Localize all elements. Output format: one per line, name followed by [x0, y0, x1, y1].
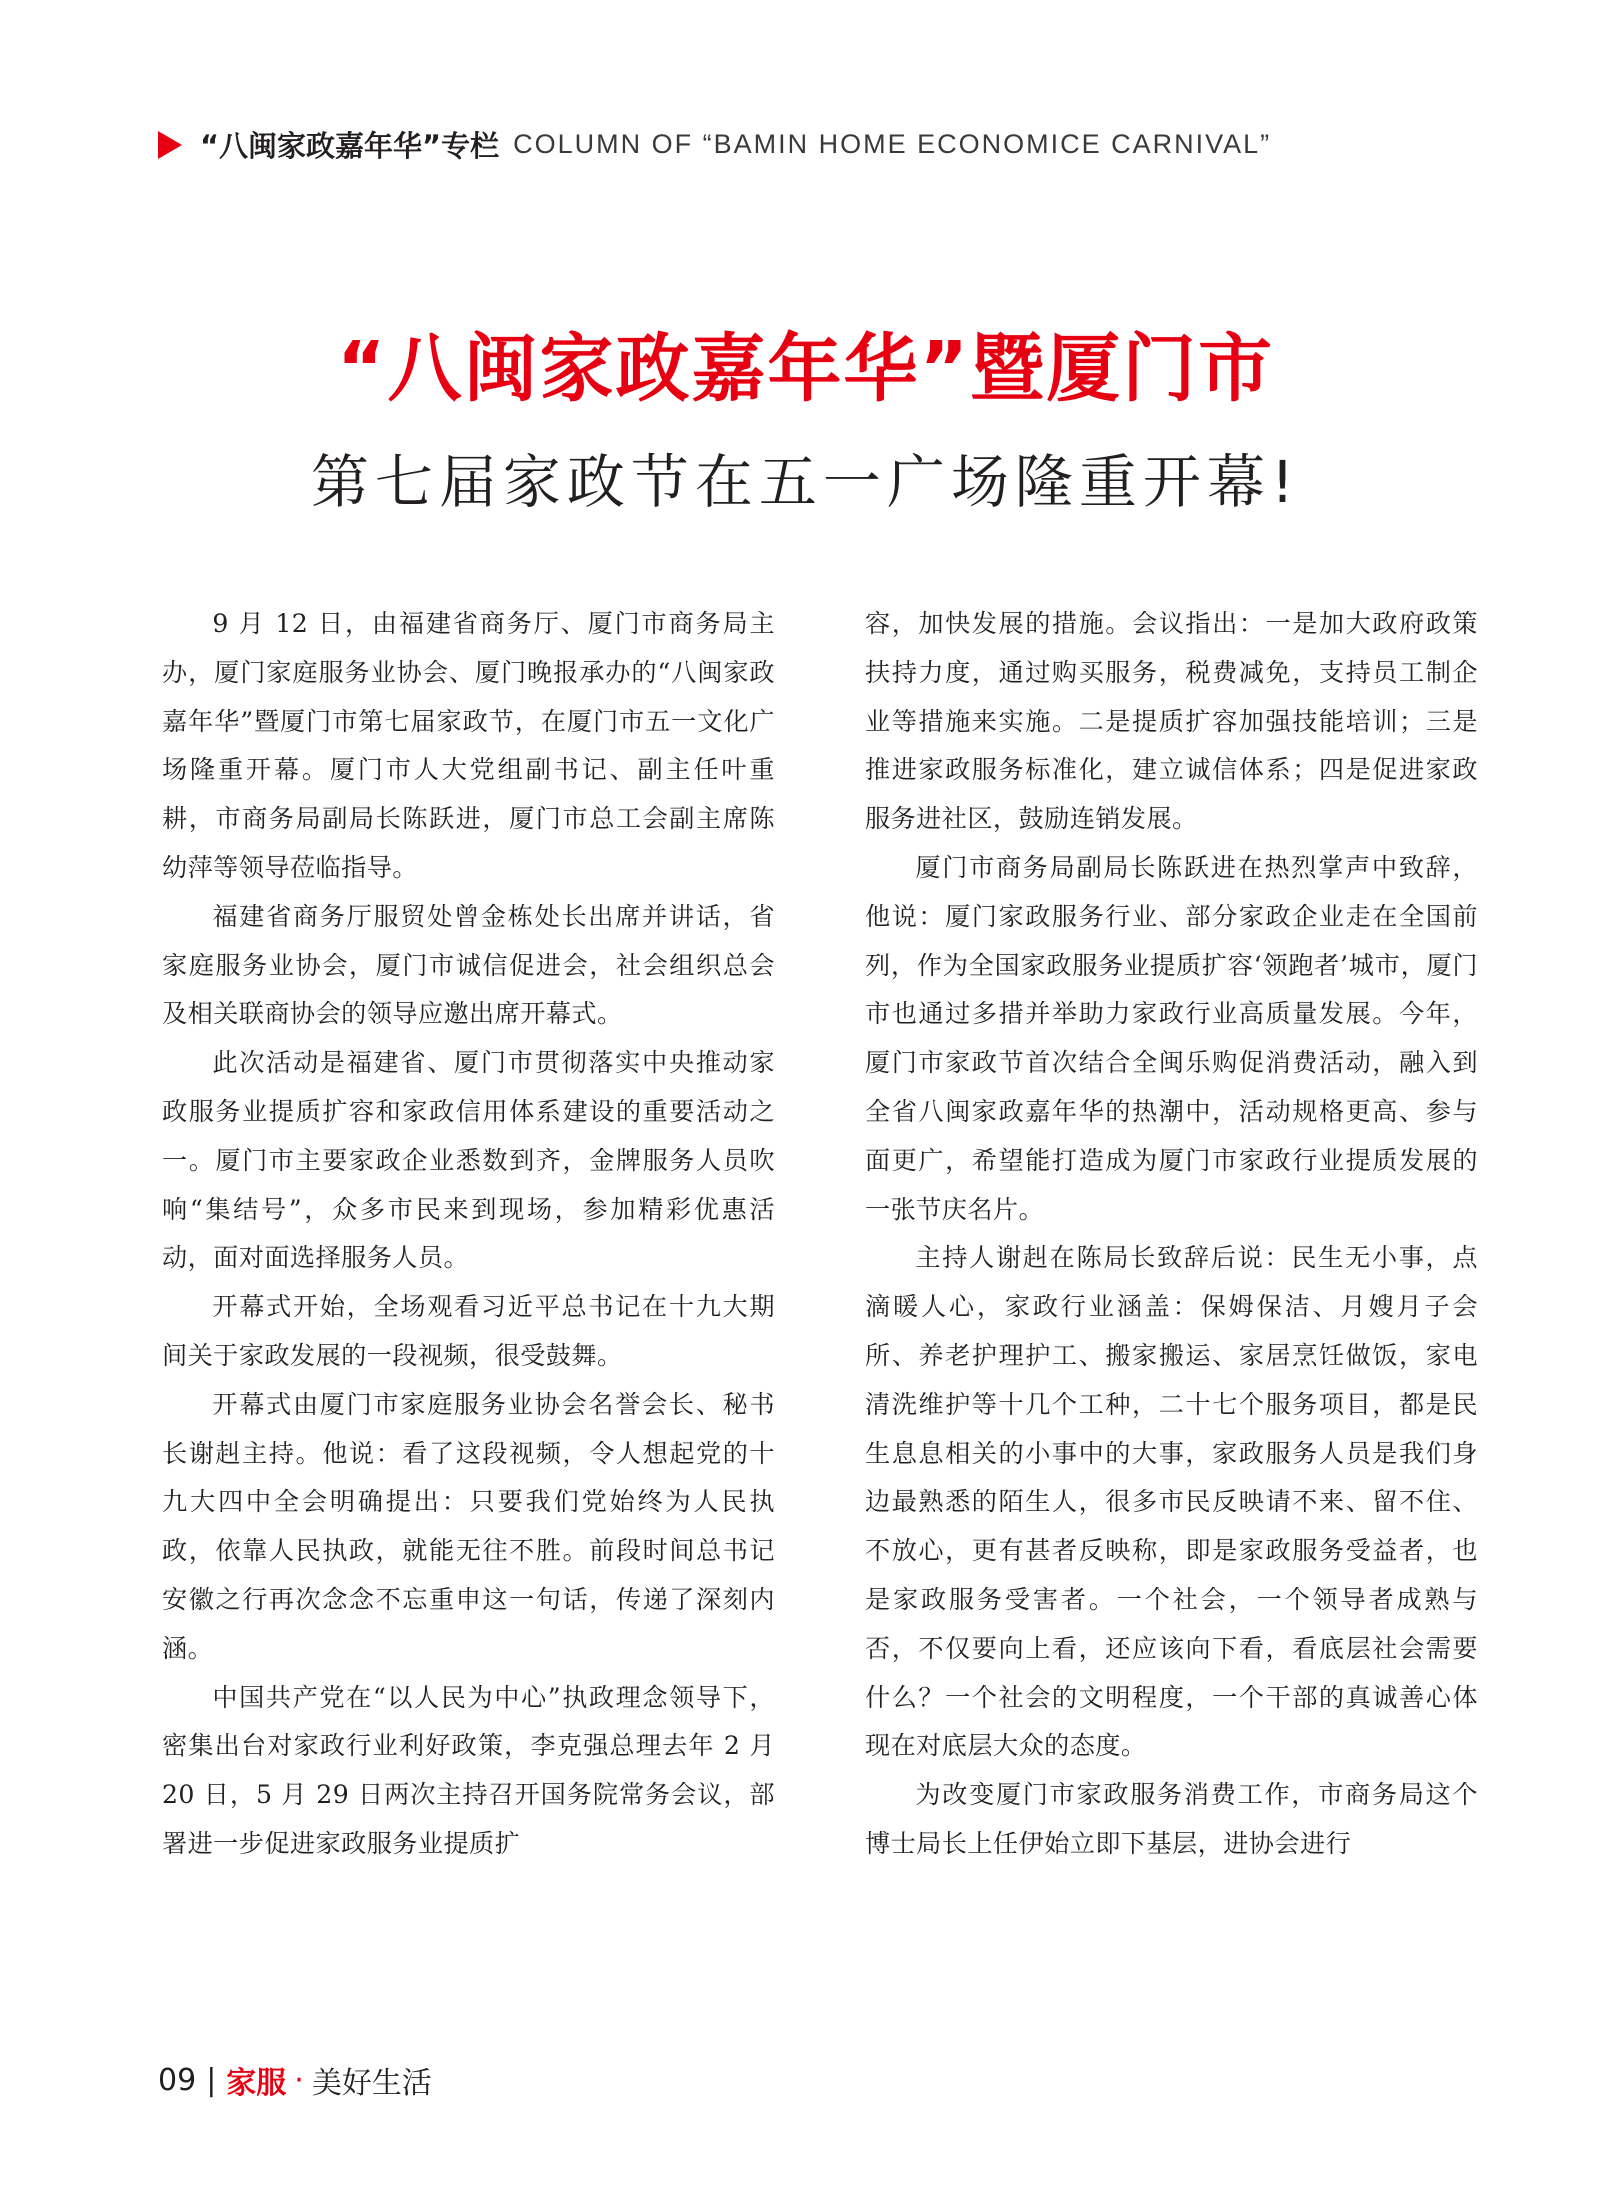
paragraph: 此次活动是福建省、厦门市贯彻落实中央推动家政服务业提质扩容和家政信用体系建设的重要活动之一。厦门市主要家政企业悉数到齐，金牌服务人员吹响“集结号”，众多市民来到现场，参加精彩优惠活动，面对面选择服务人员。: [162, 1048, 775, 1273]
column-title-cn: “八闽家政嘉年华”专栏: [200, 129, 500, 163]
headline-line-2: 第七届家政节在五一广场隆重开幕!: [310, 448, 1301, 516]
paragraph: 厦门市商务局副局长陈跃进在热烈掌声中致辞，他说：厦门家政服务行业、部分家政企业走在全国前列，作为全国家政服务业提质扩容‘领跑者’城市，厦门市也通过多措并举助力家政行业高质量发展。今年，厦门市家政节首次结合全闽乐购促消费活动，融入到全省八闽家政嘉年华的热潮中，活动规格更高、参与面更广，希望能打造成为厦门市家政行业提质发展的一张节庆名片。: [865, 852, 1478, 1224]
column-header: [158, 124, 1271, 165]
paragraph: 中国共产党在“以人民为中心”执政理念领导下，密集出台对家政行业利好政策，李克强总理去年 2 月 20 日，5 月 29 日两次主持召开国务院常务会议，部署进一步促进家政服务业提质扩: [162, 1682, 775, 1858]
article-column-right: [865, 600, 1478, 1869]
paragraph: 为改变厦门市家政服务消费工作，市商务局这个博士局长上任伊始立即下基层，进协会进行: [865, 1780, 1478, 1858]
triangle-marker-icon: [158, 131, 182, 159]
footer-separator: |: [206, 2062, 217, 2098]
article-column-left: [162, 600, 775, 1869]
paragraph: 9 月 12 日，由福建省商务厅、厦门市商务局主办，厦门家庭服务业协会、厦门晚报承办的“八闽家政嘉年华”暨厦门市第七届家政节，在厦门市五一文化广场隆重开幕。厦门市人大党组副书记、副主任叶重耕，市商务局副局长陈跃进，厦门市总工会副主席陈幼萍等领导莅临指导。: [162, 609, 775, 882]
page-number: 09: [158, 2062, 197, 2098]
headline-line-1: “八闽家政嘉年华”暨厦门市: [336, 326, 1275, 412]
paragraph: 开幕式开始，全场观看习近平总书记在十九大期间关于家政发展的一段视频，很受鼓舞。: [162, 1292, 775, 1370]
page-footer: [158, 2058, 432, 2102]
paragraph: 福建省商务厅服贸处曾金栋处长出席并讲话，省家庭服务业协会，厦门市诚信促进会，社会组织总会及相关联商协会的领导应邀出席开幕式。: [162, 901, 775, 1029]
paragraph-continued: 容，加快发展的措施。会议指出：一是加大政府政策扶持力度，通过购买服务，税费减免，支持员工制企业等措施来实施。二是提质扩容加强技能培训；三是推进家政服务标准化，建立诚信体系；四是促进家政服务进社区，鼓励连销发展。: [865, 609, 1478, 834]
footer-dot: ·: [294, 2062, 304, 2098]
paragraph: 开幕式由厦门市家庭服务业协会名誉会长、秘书长谢赳主持。他说：看了这段视频，令人想起党的十九大四中全会明确提出：只要我们党始终为人民执政，依靠人民执政，就能无往不胜。前段时间总书记安徽之行再次念念不忘重申这一句话，传递了深刻内涵。: [162, 1389, 775, 1663]
column-title-en: COLUMN OF “BAMIN HOME ECONOMICE CARNIVAL”: [513, 129, 1272, 159]
magazine-tagline: 美好生活: [311, 2066, 432, 2101]
magazine-name: 家服: [226, 2066, 287, 2101]
paragraph: 主持人谢赳在陈局长致辞后说：民生无小事，点滴暖人心，家政行业涵盖：保姆保洁、月嫂月子会所、养老护理护工、搬家搬运、家居烹饪做饭，家电清洗维护等十几个工种，二十七个服务项目，都是民生息息相关的小事中的大事，家政服务人员是我们身边最熟悉的陌生人，很多市民反映请不来、留不住、不放心，更有甚者反映称，即是家政服务受益者，也是家政服务受害者。一个社会，一个领导者成熟与否，不仅要向上看，还应该向下看，看底层社会需要什么？一个社会的文明程度，一个干部的真诚善心体现在对底层大众的态度。: [865, 1243, 1478, 1761]
